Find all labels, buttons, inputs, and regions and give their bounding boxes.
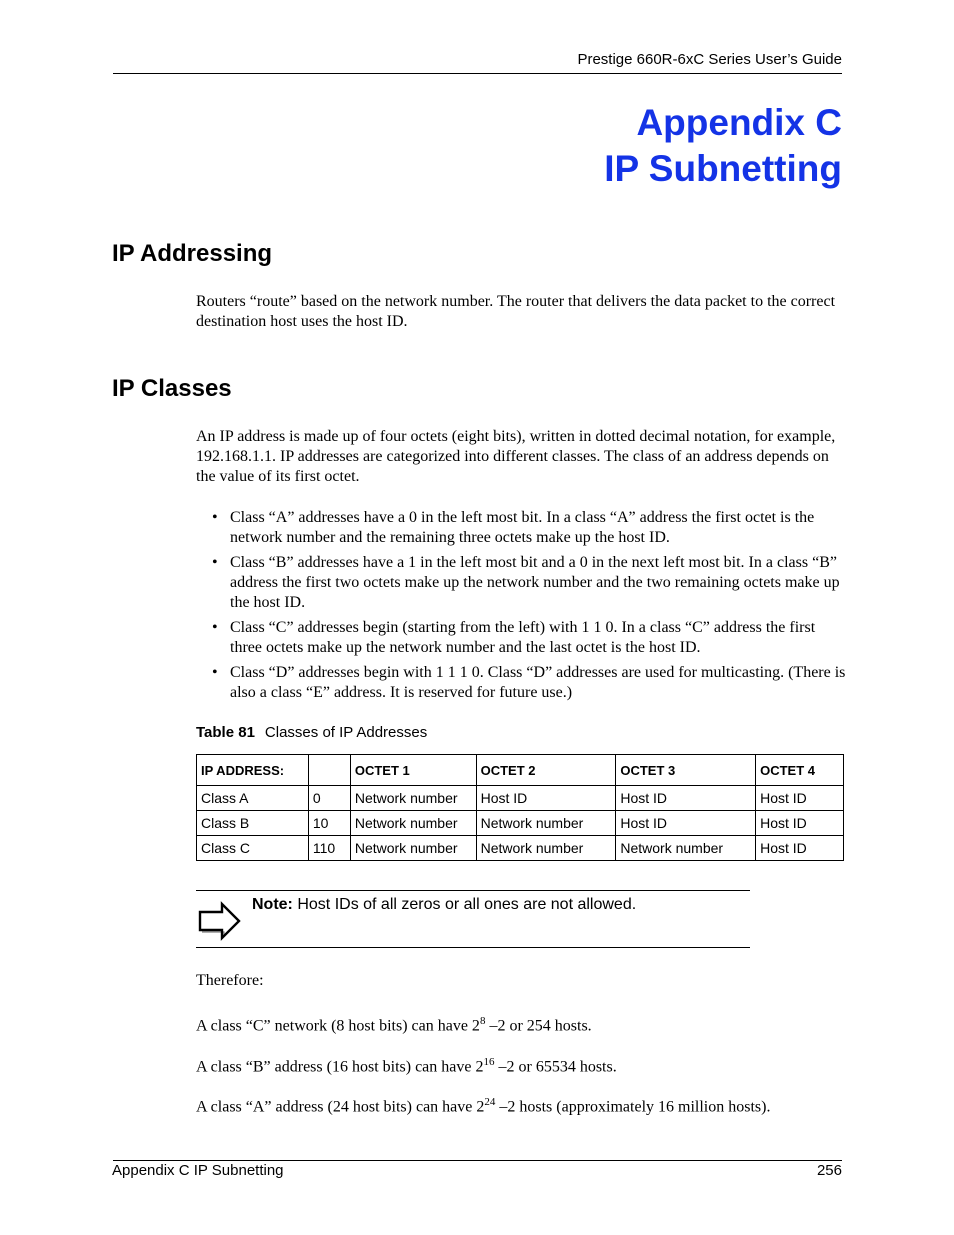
header-cell-octet-1: OCTET 1: [350, 755, 476, 786]
section-heading-ip-classes: IP Classes: [112, 375, 232, 402]
bullet-symbol: •: [212, 554, 218, 571]
hosts-line-text: –2 or 254 hosts.: [485, 1017, 592, 1035]
page-number: 256: [816, 1162, 842, 1179]
hosts-line-text: –2 or 65534 hosts.: [494, 1058, 617, 1076]
header-cell-octet-3: OCTET 3: [616, 755, 756, 786]
running-header: Prestige 660R-6xC Series User’s Guide: [577, 51, 842, 68]
table-cell: 10: [308, 811, 350, 836]
table-cell: 0: [308, 786, 350, 811]
note-label: Note:: [252, 896, 293, 913]
note-box: [196, 890, 750, 948]
table-cell: Host ID: [756, 836, 844, 861]
header-cell-ip-address: IP ADDRESS:: [197, 755, 309, 786]
note-body: Host IDs of all zeros or all ones are not allowed.: [297, 896, 637, 913]
ip-classes-table: [196, 754, 844, 861]
hosts-line-class-a: [196, 1092, 846, 1117]
list-item-text: Class “D” addresses begin with 1 1 1 0. Class “D” addresses are used for multicasting. (There is also a class “E” address. It is reserved for future use.): [230, 664, 846, 701]
hosts-line-text: A class “C” network (8 host bits) can have 2: [196, 1017, 480, 1035]
hosts-line-text: A class “A” address (24 host bits) can have 2: [196, 1098, 485, 1116]
paragraph-ip-classes-intro: An IP address is made up of four octets (eight bits), written in dotted decimal notation, for example, 192.168.1.1. IP addresses are categorized into different classes. The class of an address depends on the value of its first octet.: [196, 428, 836, 485]
hosts-line-text: A class “B” address (16 host bits) can have 2: [196, 1058, 484, 1076]
list-item-text: Class “C” addresses begin (starting from the left) with 1 1 0. In a class “C” address the first three octets make up the network number and the last octet is the host ID.: [230, 619, 816, 656]
header-cell-octet-2: OCTET 2: [476, 755, 616, 786]
section-heading-ip-addressing: IP Addressing: [112, 240, 273, 267]
bullet-symbol: •: [212, 509, 218, 526]
table-caption-label: Table 81: [196, 724, 255, 741]
table-cell: Network number: [476, 836, 616, 861]
paragraph-therefore: Therefore:: [196, 972, 264, 989]
table-cell: Class C: [197, 836, 309, 861]
header-divider: [113, 73, 842, 74]
table-cell: 110: [308, 836, 350, 861]
list-item: [196, 663, 846, 703]
table-cell: Class B: [197, 811, 309, 836]
chapter-title-line1: Appendix C: [636, 102, 842, 143]
paragraph-ip-addressing: Routers “route” based on the network number. The router that delivers the data packet to the correct destination host uses the host ID.: [196, 293, 836, 330]
table-cell: Network number: [350, 836, 476, 861]
exponent: 16: [483, 1056, 495, 1068]
list-item: [196, 618, 846, 658]
class-bullet-list: [196, 508, 846, 708]
note-text: [252, 896, 636, 914]
header-cell-octet-4: OCTET 4: [756, 755, 844, 786]
table-cell: Network number: [616, 836, 756, 861]
table-cell: Network number: [476, 811, 616, 836]
table-row: [197, 786, 844, 811]
table-cell: Host ID: [616, 811, 756, 836]
hosts-line-class-b: [196, 1052, 846, 1077]
header-cell-blank: [308, 755, 350, 786]
table-row: [197, 811, 844, 836]
table-cell: Network number: [350, 811, 476, 836]
table-cell: Host ID: [616, 786, 756, 811]
hosts-line-text: –2 hosts (approximately 16 million hosts).: [495, 1098, 771, 1116]
table-cell: Host ID: [476, 786, 616, 811]
table-caption: [196, 724, 427, 741]
table-caption-title: Classes of IP Addresses: [264, 724, 428, 741]
bullet-symbol: •: [212, 664, 218, 681]
list-item-text: Class “A” addresses have a 0 in the left most bit. In a class “A” address the first octet is the network number and the remaining three octets make up the host ID.: [230, 509, 815, 546]
list-item: [196, 508, 846, 548]
chapter-title-line2: IP Subnetting: [604, 148, 842, 189]
table-cell: Class A: [197, 786, 309, 811]
exponent: 8: [479, 1015, 486, 1027]
table-cell: Host ID: [756, 786, 844, 811]
exponent: 24: [484, 1096, 496, 1108]
chapter-title: [604, 100, 842, 192]
table-header-row: [197, 755, 844, 786]
footer-divider: [113, 1160, 842, 1161]
table-row: [197, 836, 844, 861]
list-item-text: Class “B” addresses have a 1 in the left most bit and a 0 in the next left most bit. In a class “B” address the first two octets make up the network number and the two remaining octets make up the host ID.: [230, 554, 840, 611]
table-cell: Network number: [350, 786, 476, 811]
running-footer: Appendix C IP Subnetting: [112, 1162, 284, 1179]
hosts-line-class-c: [196, 1011, 846, 1036]
bullet-symbol: •: [212, 619, 218, 636]
table-cell: Host ID: [756, 811, 844, 836]
list-item: [196, 553, 846, 613]
right-arrow-icon: [198, 901, 242, 946]
